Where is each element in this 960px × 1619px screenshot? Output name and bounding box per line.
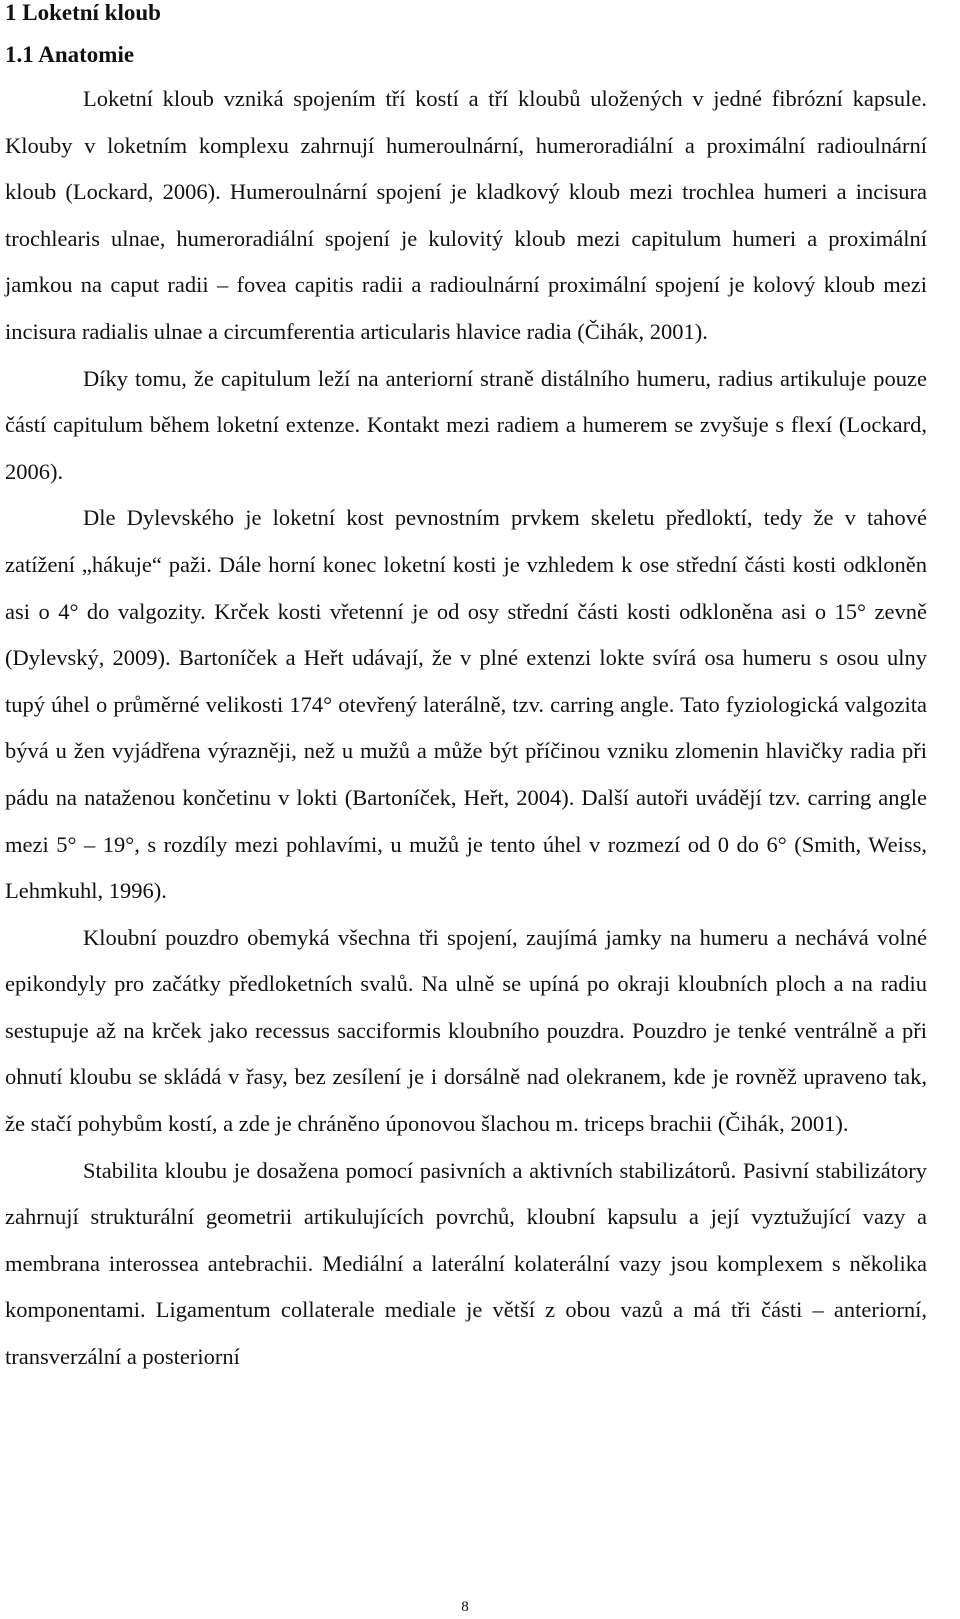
page-number: 8 (461, 1599, 469, 1615)
document-page (5, 0, 927, 1381)
paragraph-carrying-angle: Dle Dylevského je loketní kost pevnostním prvkem skeletu předloktí, tedy že v tahové zatížení „hákuje“ paži. Dále horní konec loketní kosti je vzhledem k ose střední části kosti odkloněn asi o 4° do valgozity. Krček kosti vřetenní je od osy střední části kosti odkloněna asi o 15° zevně (Dylevský, 2009). Bartoníček a Heřt udávají, že v plné extenzi lokte svírá osa humeru s osou ulny tupý úhel o průměrné velikosti 174° otevřený laterálně, tzv. carring angle. Tato fyziologická valgozita bývá u žen vyjádřena výrazněji, než u mužů a může být příčinou vzniku zlomenin hlavičky radia při pádu na nataženou končetinu v lokti (Bartoníček, Heřt, 2004). Další autoři uvádějí tzv. carring angle mezi 5° – 19°, s rozdíly mezi pohlavími, u mužů je tento úhel v rozmezí od 0 do 6° (Smith, Weiss, Lehmkuhl, 1996). (5, 505, 927, 904)
body-text (5, 76, 927, 1381)
paragraph-anatomy-intro: Loketní kloub vzniká spojením tří kostí a tří kloubů uložených v jedné fibrózní kapsule. Klouby v loketním komplexu zahrnují humeroulnární, humeroradiální a proximální radioulnární kloub (Lockard, 2006). Humeroulnární spojení je kladkový kloub mezi trochlea humeri a incisura trochlearis ulnae, humeroradiální spojení je kulovitý kloub mezi capitulum humeri a proximální jamkou na caput radii – fovea capitis radii a radioulnární proximální spojení je kolový kloub mezi incisura radialis ulnae a circumferentia articularis hlavice radia (Čihák, 2001). (5, 86, 927, 344)
paragraph-capitulum: Díky tomu, že capitulum leží na anteriorní straně distálního humeru, radius artikuluje pouze částí capitulum během loketní extenze. Kontakt mezi radiem a humerem se zvyšuje s flexí (Lockard, 2006). (5, 365, 927, 484)
paragraph-joint-capsule: Kloubní pouzdro obemyká všechna tři spojení, zaujímá jamky na humeru a nechává volné epikondyly pro začátky předloketních svalů. Na ulně se upíná po okraji kloubních ploch a na radiu sestupuje až na krček jako recessus sacciformis kloubního pouzdra. Pouzdro je tenké ventrálně a při ohnutí kloubu se skládá v řasy, bez zesílení je i dorsálně nad olekranem, kde je rovněž upraveno tak, že stačí pohybům kostí, a zde je chráněno úponovou šlachou m. triceps brachii (Čihák, 2001). (5, 924, 927, 1137)
section-heading: 1.1 Anatomie (5, 42, 135, 67)
chapter-heading: 1 Loketní kloub (5, 0, 161, 25)
paragraph-stability: Stabilita kloubu je dosažena pomocí pasivních a aktivních stabilizátorů. Pasivní stabilizátory zahrnují strukturální geometrii artikulujících povrchů, kloubní kapsulu a její vyztužující vazy a membrana interossea antebrachii. Mediální a laterální kolaterální vazy jsou komplexem s několika komponentami. Ligamentum collaterale mediale je větší z obou vazů a má tři části – anteriorní, transverzální a posteriorní (5, 1157, 927, 1370)
